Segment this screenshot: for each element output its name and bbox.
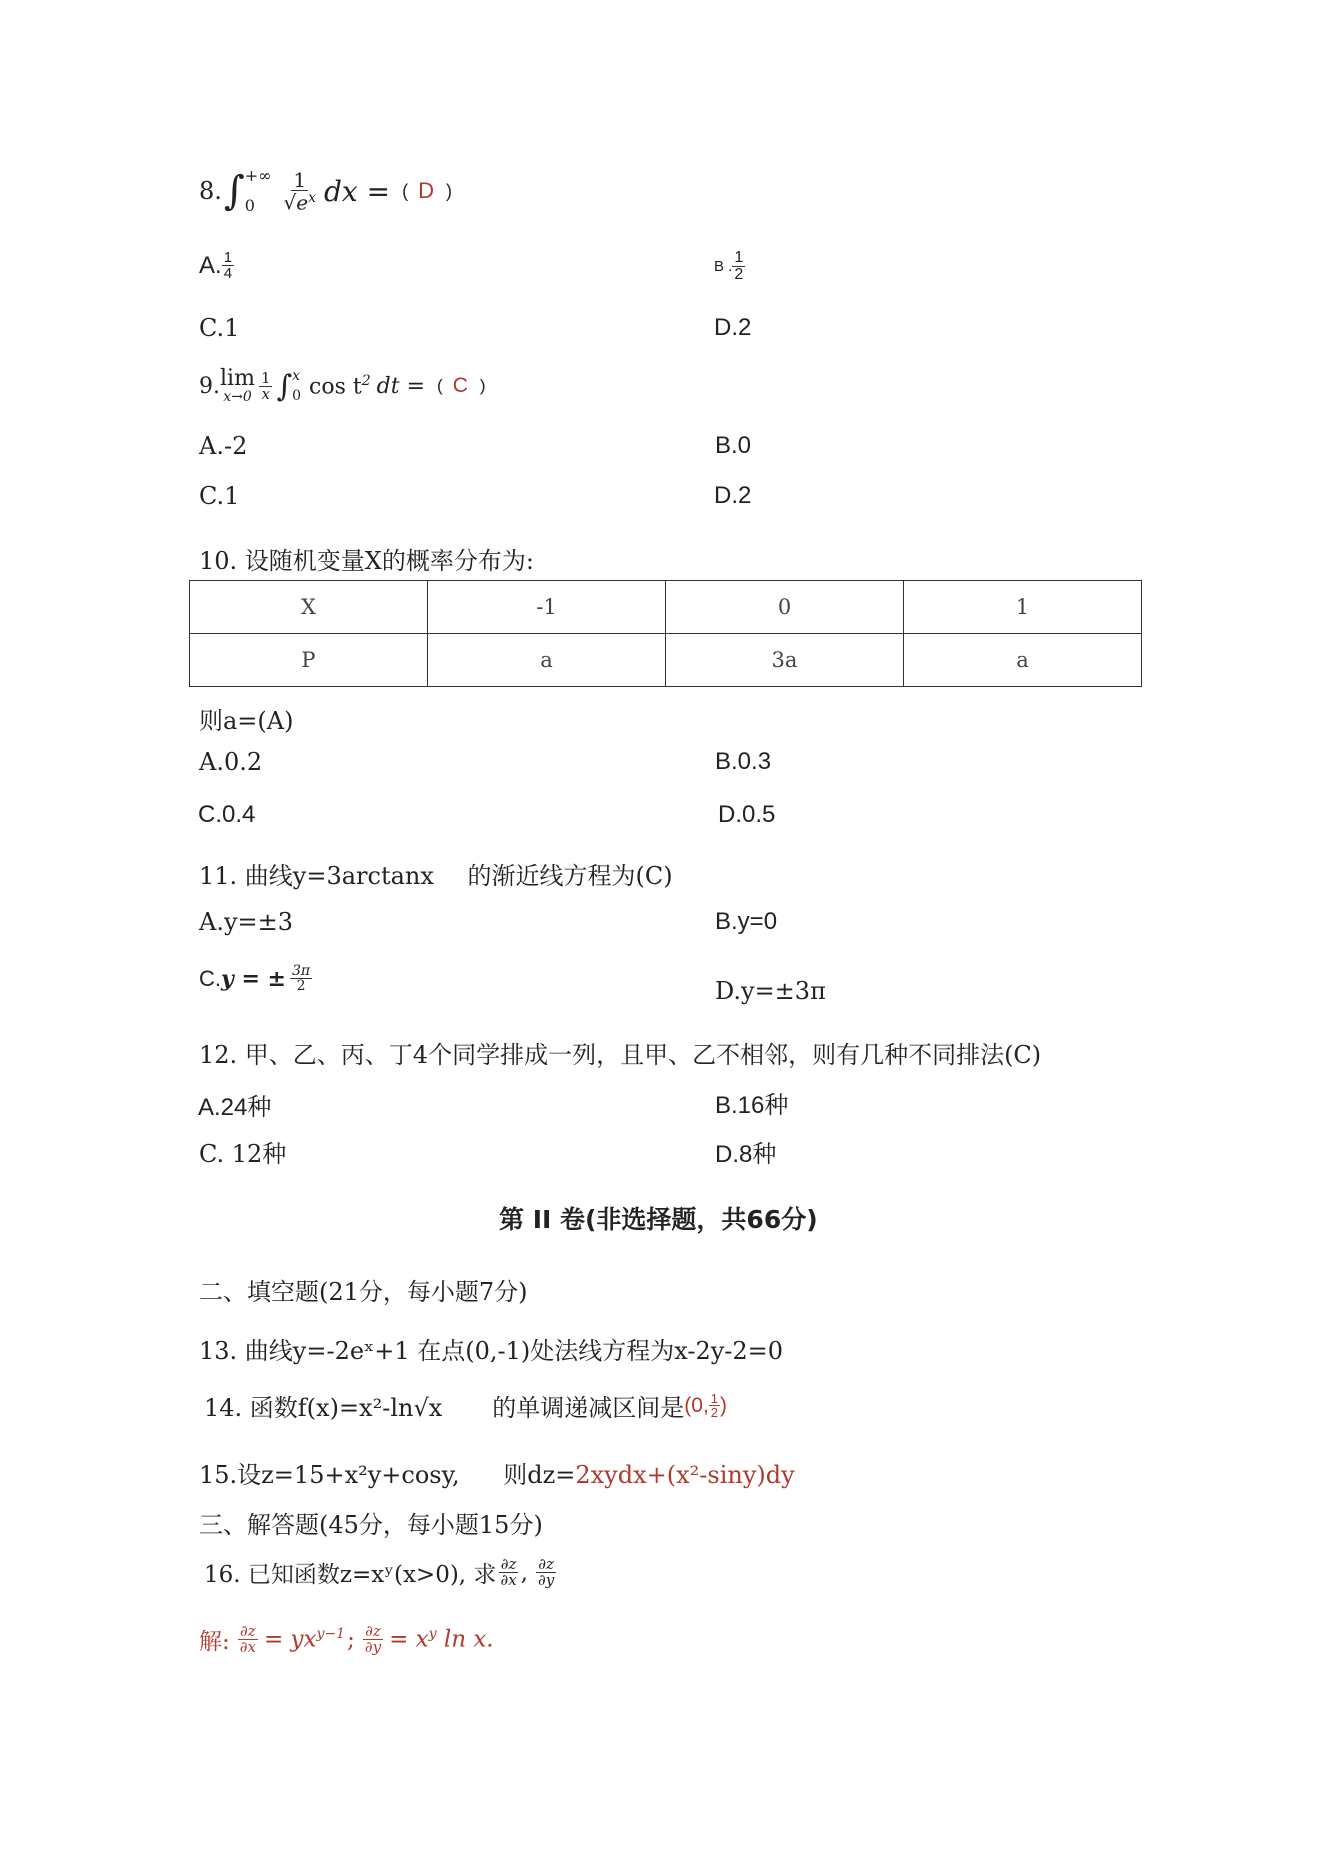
question-16 [204,1556,556,1589]
option-label: C. [199,965,221,991]
stem-part: 的单调递减区间是 [492,1394,685,1422]
q10-stem: 10. 设随机变量X的概率分布为: [199,547,534,575]
integral-tail: dt = [376,373,426,399]
q12-option-c: C. 12种 [199,1140,287,1168]
stem-part: 的渐近线方程为(C) [467,862,673,890]
solution-label: 解: [199,1629,230,1655]
question-9 [199,368,486,404]
denominator-exponent: x [308,189,316,206]
separator: , [520,1559,528,1586]
table-cell: a [428,634,666,687]
table-cell: 3a [666,634,904,687]
q8-option-b [714,250,745,283]
answer-open: (0, [684,1393,709,1417]
fraction [259,368,273,403]
q10-result: 则a=(A) [199,707,294,735]
stem-part: 11. 曲线y=3arctanx [199,862,434,890]
q10-option-a: A.0.2 [199,748,263,776]
fraction-denominator: 2 [296,978,306,994]
option-label: A. [199,251,222,279]
question-number: 9. [199,373,220,399]
fraction-numerator: ∂z [365,1622,381,1640]
q10-option-d: D.0.5 [718,801,776,828]
stem-part: 则dz= [503,1461,576,1489]
q9-option-c: C.1 [199,482,240,510]
option-fraction [222,250,234,281]
stem-part: 14. 函数f(x)=x²-ln√x [204,1394,443,1422]
fraction-denominator [281,191,318,213]
fraction-denominator: x [261,384,270,403]
q9-option-d: D.2 [714,482,752,509]
integrand-exponent: 2 [361,372,371,389]
table-row [190,581,1142,634]
integral-limits [245,168,272,214]
table-cell: a [904,634,1142,687]
probability-table [189,580,1142,687]
stem-text: 16. 已知函数z=xʸ(x>0), 求 [204,1562,497,1588]
fraction-numerator: 1 [710,1391,719,1406]
rhs-2 [389,1626,494,1653]
stem-part: 15.设z=15+x²y+cosy, [199,1461,460,1489]
rhs-tail: ln x. [436,1626,494,1653]
partial-derivative [498,1557,518,1588]
q11-option-c [199,964,312,993]
answer-paren-close: ) [445,180,452,201]
fraction-numerator: 1 [734,249,744,266]
table-row [190,634,1142,687]
section-title: 第 II 卷(非选择题，共66分) [499,1205,818,1234]
integral-upper-limit: +∞ [244,166,272,185]
fraction-numerator: ∂z [240,1622,256,1640]
fraction-denominator: ∂x [500,1571,517,1589]
fraction-numerator: ∂z [538,1555,554,1573]
integral-lower-limit: 0 [292,388,302,404]
integral-limits [292,369,301,403]
answer: 2xydx+(x²-siny)dy [575,1461,795,1489]
rhs-exponent: y−1 [316,1626,346,1643]
fraction-denominator: ∂x [239,1638,256,1656]
rhs-1 [264,1626,345,1653]
rhs-text: = yx [263,1626,317,1653]
q12-option-b: B.16种 [715,1092,789,1119]
answer-close: ) [720,1393,728,1417]
fraction-numerator: 1 [260,368,271,387]
fraction [281,167,318,215]
solution [199,1623,494,1656]
integral-upper-limit: x [292,368,301,384]
answer-paren-close: ) [479,376,486,395]
table-cell: P [190,634,428,687]
limit-text: lim [220,366,255,391]
integral-sign: ∫ [276,368,293,404]
q10-option-c: C.0.4 [198,801,256,828]
partial-derivative [363,1624,383,1655]
q12-stem: 12. 甲、乙、丙、丁4个同学排成一列，且甲、乙不相邻，则有几种不同排法(C) [199,1041,1042,1069]
integrand [309,373,371,399]
table-cell: X [190,581,428,634]
option-math: y = ± [221,965,286,992]
q11-option-b: B.y=0 [715,908,778,935]
q9-option-b: B.0 [715,432,752,459]
integral-lower-limit: 0 [244,196,255,215]
rhs-text: = x [389,1626,429,1653]
q12-option-d: D.8种 [715,1141,777,1168]
rhs-exponent: y [428,1626,437,1643]
answer-fraction [709,1392,720,1419]
part-fill-heading: 二、填空题(21分，每小题7分) [199,1278,528,1306]
question-13: 13. 曲线y=-2eˣ+1 在点(0,-1)处法线方程为x-2y-2=0 [199,1337,784,1365]
answer-paren-open: ( [402,180,409,201]
part-solve-heading: 三、解答题(45分，每小题15分) [199,1511,543,1539]
limit [220,368,255,404]
table-cell: -1 [428,581,666,634]
answer-choice: C [452,374,468,397]
answer-paren-open: ( [437,376,443,395]
fraction-numerator: 1 [223,249,233,266]
question-number: 8. [199,177,222,205]
fraction-denominator: 2 [734,266,744,283]
answer [684,1392,727,1419]
table-cell: 1 [904,581,1142,634]
option-fraction [290,964,312,993]
integral-tail: dx = [323,174,391,208]
fraction-denominator: ∂y [537,1571,555,1589]
partial-derivative [238,1624,258,1655]
denominator-text: √e [283,190,309,215]
q11-option-a: A.y=±3 [199,908,294,936]
answer-choice: D [418,178,434,203]
option-fraction [732,250,745,283]
integral-sign: ∫ [223,168,245,214]
fraction-denominator: 4 [223,265,233,282]
q8-option-d: D.2 [714,314,752,341]
fraction-denominator: ∂y [364,1638,382,1656]
separator: ; [347,1626,355,1653]
table-cell: 0 [666,581,904,634]
limit-subscript: x→0 [223,389,252,405]
q12-option-a: A.24种 [198,1094,272,1121]
q11-stem [199,856,673,891]
fraction-numerator: 1 [293,167,307,192]
partial-derivative [536,1557,556,1588]
q8-option-c: C.1 [199,314,240,342]
question-15 [199,1455,795,1490]
question-14 [204,1388,727,1423]
question-8 [199,168,452,214]
option-label: B . [714,258,733,275]
q11-option-d: D.y=±3π [715,977,826,1005]
fraction-numerator: 3π [291,963,311,979]
q8-option-a [199,250,234,281]
q9-option-a: A.-2 [199,432,248,460]
fraction-numerator: ∂z [500,1555,517,1573]
fraction-denominator: 2 [710,1405,719,1420]
q10-option-b: B.0.3 [715,748,772,775]
integrand-text: cos t [309,374,362,400]
